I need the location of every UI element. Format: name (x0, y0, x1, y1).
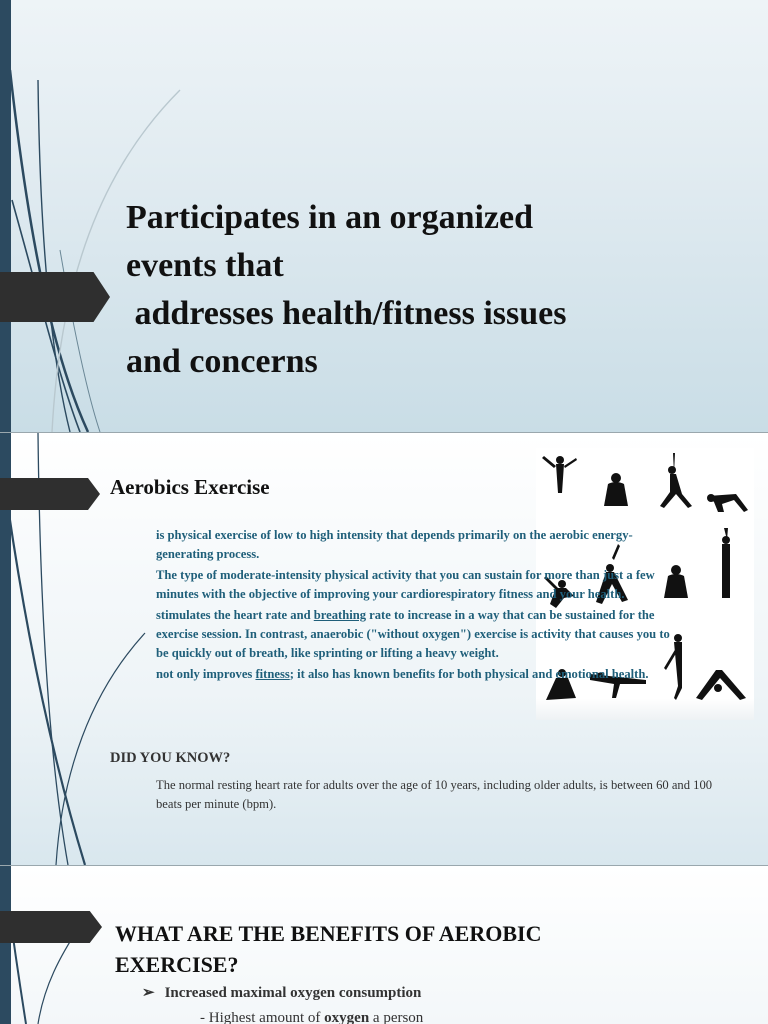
slide-title (126, 194, 686, 386)
bullet-text: The type of moderate-intensity physical activity that you can sustain for more than just a few minutes with the objective of improving your cardiorespiratory fitness and your health. (156, 568, 655, 601)
bullet-text: is physical exercise of low to high intensity that depends primarily on the aerobic energy-generating process. (156, 528, 633, 561)
aerobics-heading: Aerobics Exercise (110, 475, 270, 499)
benefit-item (142, 983, 421, 1002)
title-tab-marker (0, 272, 110, 322)
bullet-text: ; it also has known benefits for both physical and emotional health. (289, 667, 649, 681)
fact-text: The normal resting heart rate for adults over the age of 10 years, including older adults, is between 60 and 100 beats per minute (bpm). (156, 778, 713, 811)
arrow-bullet-icon: ➢ (142, 985, 155, 1001)
aerobics-bullet-list (138, 526, 683, 686)
subitem-text: - Highest amount of (200, 1010, 325, 1024)
bullet-text: stimulates the heart rate and (156, 608, 314, 622)
list-item (138, 526, 683, 564)
breathing-link[interactable]: breathing (313, 608, 367, 622)
bullet-text: not only improves (156, 667, 256, 681)
benefit-subitem (200, 1010, 423, 1024)
title-line-4: and concerns (126, 343, 318, 380)
title-line-2: events that (126, 247, 284, 284)
benefits-heading (115, 918, 675, 980)
bullet-text: rate to increase in a way that can be sustained for the exercise session. In contrast, anaerobic ("without oxygen") exercise is activity that causes you to be quickly out of breath, like sprinting or lifting a heavy weight. (156, 608, 670, 660)
benefit-text: Increased maximal oxygen consumption (164, 985, 422, 1001)
list-item (138, 665, 683, 684)
heading-line-1: WHAT ARE THE BENEFITS OF AEROBIC (115, 921, 542, 946)
benefits-slide (0, 866, 768, 1024)
list-item (138, 606, 683, 663)
section-tab-marker (0, 478, 100, 510)
heart-rate-fact (138, 776, 716, 814)
fitness-link[interactable]: fitness (255, 667, 290, 681)
section-tab-marker (0, 911, 102, 943)
subitem-text: a person (369, 1010, 424, 1024)
aerobics-slide (0, 433, 768, 865)
list-item (138, 566, 683, 604)
subitem-bold-text: oxygen (324, 1010, 370, 1024)
title-slide (0, 0, 768, 432)
title-line-3: addresses health/fitness issues (126, 295, 567, 332)
title-line-1: Participates in an organized (126, 199, 534, 236)
did-you-know-heading: DID YOU KNOW? (110, 750, 231, 766)
heading-line-2: EXERCISE? (115, 952, 239, 977)
